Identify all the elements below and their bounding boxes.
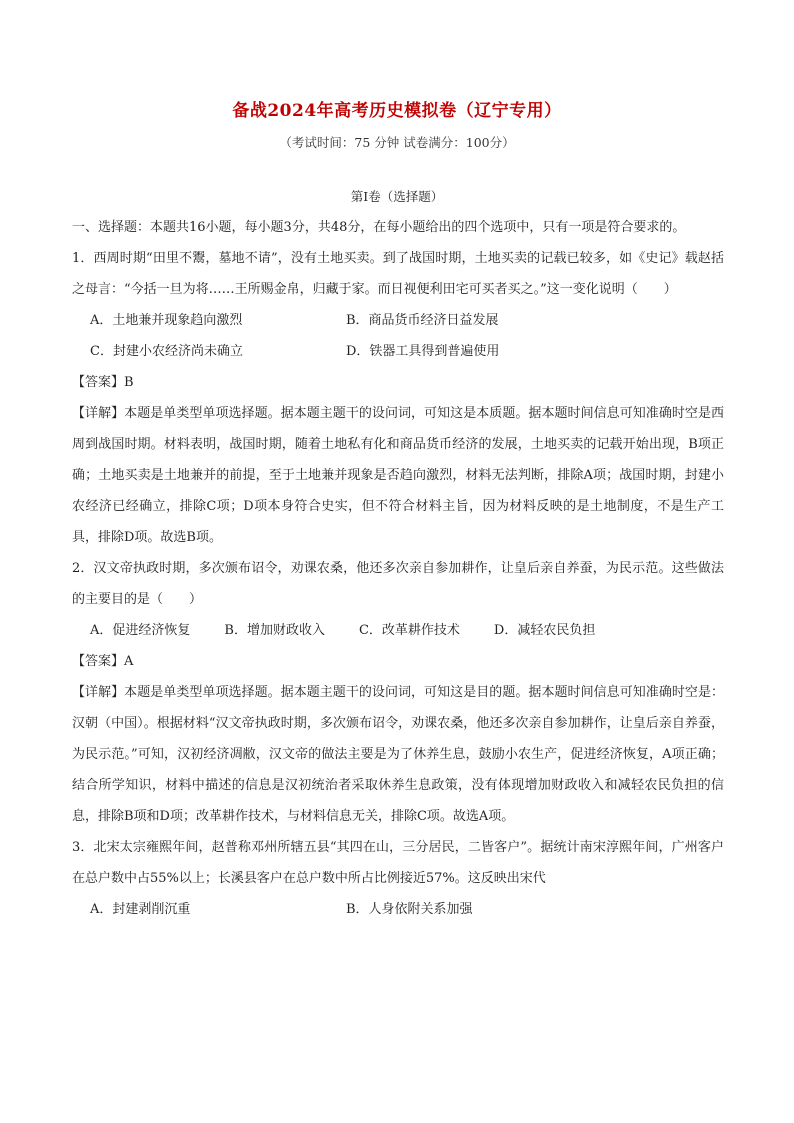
instruction-text: 一、选择题：本题共16小题，每小题3分，共48分，在每小题给出的四个选项中，只有一项是符合要求的。	[72, 220, 686, 235]
question-1-options-row-2	[72, 336, 724, 367]
question-2-explanation: 【详解】本题是单类型单项选择题。据本题主题干的设问词，可知这是目的题。据本题时间信息可知准确时空是：汉朝（中国）。根据材料“汉文帝执政时期，多次颁布诏令，劝课农桑，他还多次亲自参加耕作，让皇后亲自养蚕，为民示范。”可知，汉初经济凋敝，汉文帝的做法主要是为了休养生息，鼓励小农生产，促进经济恢复，A项正确；结合所学知识，材料中描述的信息是汉初统治者采取休养生息政策，没有体现增加财政收入和减轻农民负担的信息，排除B项和D项；改革耕作技术，与材料信息无关，排除C项。故选A项。	[72, 685, 724, 824]
question-2-stem: 2．汉文帝执政时期，多次颁布诏令，劝课农桑，他还多次亲自参加耕作，让皇后亲自养蚕，为民示范。这些做法的主要目的是（ ）	[72, 561, 724, 607]
question-1-answer: 【答案】B	[72, 375, 134, 390]
question-2-options-row	[72, 615, 724, 646]
exam-info: （考试时间：75 分钟 试卷满分：100分）	[279, 135, 515, 150]
question-3-option-b: B．人身依附关系加强	[346, 902, 473, 917]
section-heading: 第I卷（选择题）	[350, 189, 444, 204]
question-2-answer: 【答案】A	[72, 654, 134, 669]
question-1-option-a: A．土地兼并现象趋向激烈	[90, 313, 243, 328]
question-3-stem: 3．北宋太宗雍熙年间，赵普称邓州所辖五县“其四在山，三分居民，二皆客户”。据统计南宋淳熙年间，广州客户在总户数中占55%以上；长溪县客户在总户数中所占比例接近57%。这反映出宋代	[72, 840, 724, 886]
question-2-option-a: A．促进经济恢复	[90, 623, 191, 638]
question-3-options-row-1	[72, 894, 724, 925]
question-2-option-c: C．改革耕作技术	[358, 623, 460, 638]
page-title: 备战2024年高考历史模拟卷（辽宁专用）	[232, 101, 562, 121]
question-2-option-b: B．增加财政收入	[224, 623, 325, 638]
question-3-option-a: A．封建剥削沉重	[90, 902, 191, 917]
question-1-explanation: 【详解】本题是单类型单项选择题。据本题主题干的设问词，可知这是本质题。据本题时间信息可知准确时空是西周到战国时期。材料表明，战国时期，随着土地私有化和商品货币经济的发展，土地买卖的记载开始出现，B项正确；土地买卖是土地兼并的前提，至于土地兼并现象是否趋向激烈，材料无法判断，排除A项；战国时期，封建小农经济已经确立，排除C项；D项本身符合史实，但不符合材料主旨，因为材料反映的是土地制度，不是生产工具，排除D项。故选B项。	[72, 406, 724, 545]
question-1-stem: 1．西周时期“田里不鬻，墓地不请”，没有土地买卖。到了战国时期，土地买卖的记载已较多，如《史记》载赵括之母言：“今括一旦为将……王所赐金帛，归藏于家。而日视便利田宅可买者买之。”这一变化说明（ ）	[72, 251, 724, 297]
question-1-option-d: D．铁器工具得到普遍使用	[346, 344, 500, 359]
question-1-options-row-1	[72, 305, 724, 336]
question-1-option-b: B．商品货币经济日益发展	[346, 313, 499, 328]
question-2-option-d: D．减轻农民负担	[493, 623, 596, 638]
exam-body	[72, 212, 724, 925]
question-1-option-c: C．封建小农经济尚未确立	[90, 344, 243, 359]
